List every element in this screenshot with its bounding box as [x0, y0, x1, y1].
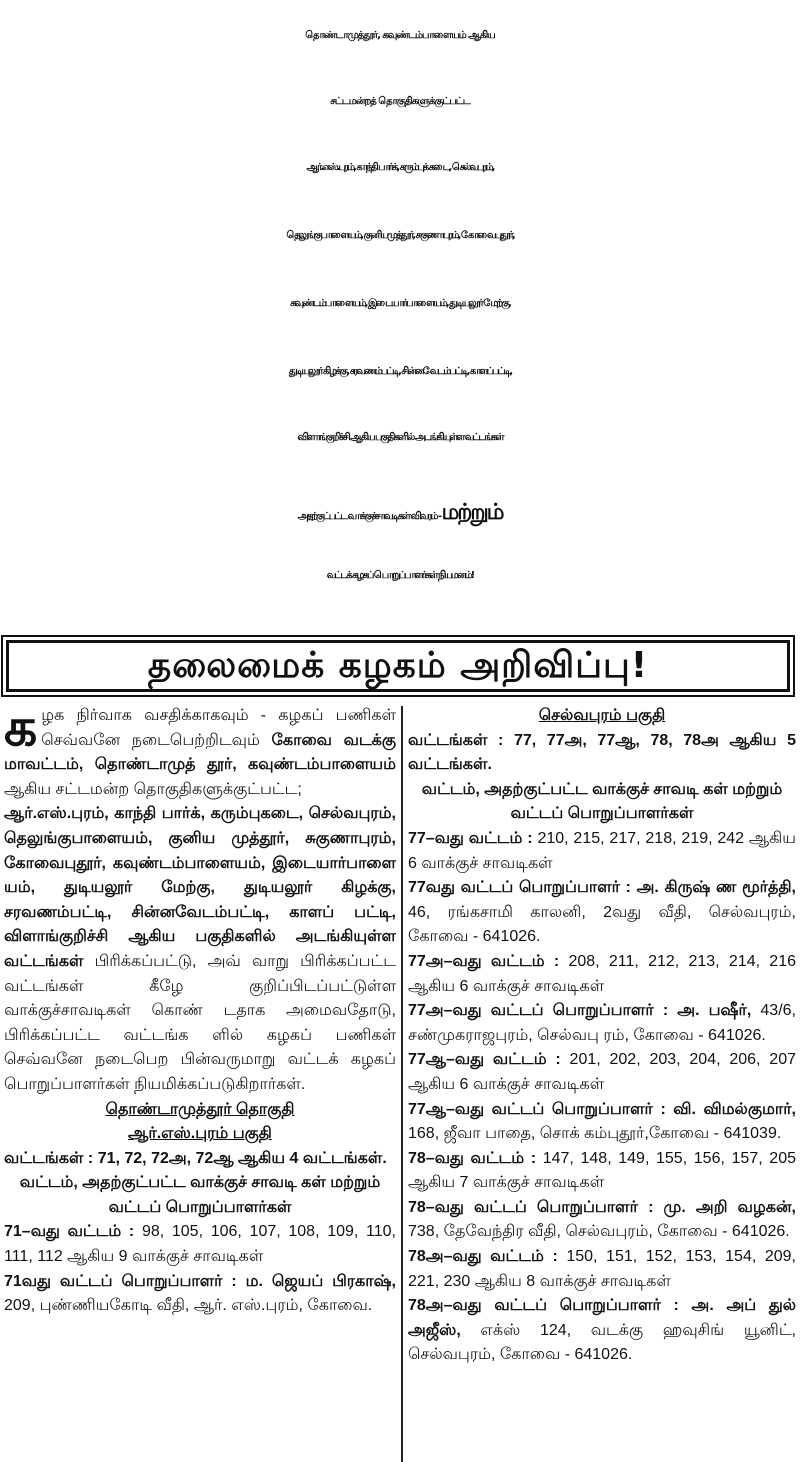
ward-77-label: 77–வது வட்டம் :	[408, 829, 533, 847]
headline-line-4: தெலுங்குபாளையம், குனியமுத்தூர், சுகுணாபுரம், கோவைபுதூர்,	[286, 230, 514, 241]
area-heading-selvapuram: செல்வபுரம் பகுதி	[538, 707, 666, 724]
headline-line-7: விளாங்குறிச்சி ஆகிய பகுதிகளில் அடங்கியுள்ள வட்டங்கள்	[297, 432, 503, 443]
announcement-banner: தலைமைக் கழகம் அறிவிப்பு!	[6, 640, 790, 692]
ward-77a-incharge-address: 43/6, சண்முகராஜபுரம், செல்வபு ரம், கோவை - 641026.	[408, 1002, 796, 1044]
intro-text-3: ஆகிய சட்டமன்ற தொகுதிகளுக்குட்பட்ட;	[4, 780, 302, 798]
ward-77aa-incharge-label: 77ஆ–வது வட்டப் பொறுப்பாளர் : வி. விமல்குமார்,	[408, 1100, 796, 1118]
ward-77	[408, 827, 796, 876]
ward-77a-label: 77அ–வது வட்டம் :	[408, 952, 560, 970]
area-heading-rs-puram: ஆர்.எஸ்.புரம் பகுதி	[128, 1125, 272, 1143]
intro-text-2: கோவை வடக்கு மாவட்டம், தொண்டாமுத் தூர், கவுண்டம்பாளையம்	[4, 731, 396, 774]
ward-71-incharge-address: 209, புண்ணியகோடி வீதி, ஆர். எஸ்.புரம், கோவை.	[4, 1297, 373, 1315]
ward-77aa	[408, 1048, 796, 1097]
ward-78-incharge	[408, 1196, 796, 1245]
ward-71-booths: 98, 105, 106, 107, 108, 109, 110, 111, 112 ஆகிய 9 வாக்குச் சாவடிகள்	[4, 1223, 396, 1266]
ward-78a-incharge	[408, 1294, 796, 1368]
ward-77aa-incharge-address: 168, ஜீவா பாதை, சொக் கம்புதூர்,கோவை - 641039.	[408, 1125, 782, 1143]
ward-71-incharge	[4, 1270, 396, 1319]
ward-77-incharge-address: 46, ரங்கசாமி காலனி, 2வது வீதி, செல்வபுரம், கோவை - 641026.	[408, 903, 796, 946]
ward-71-label: 71–வது வட்டம் :	[4, 1223, 135, 1241]
ward-78a-booths: 150, 151, 152, 153, 154, 209, 221, 230 ஆகிய 8 வாக்குச் சாவடிகள்	[408, 1248, 796, 1290]
ward-78-label: 78–வது வட்டம் :	[408, 1149, 537, 1167]
wards-description-right: வட்டம், அதற்குட்பட்ட வாக்குச் சாவடி கள் மற்றும் வட்டப் பொறுப்பாளர்கள்	[421, 780, 783, 823]
ward-78-incharge-label: 78–வது வட்டப் பொறுப்பாளர் : மு. அறி வழகன்,	[408, 1198, 796, 1216]
ward-77-booths: 210, 215, 217, 218, 219, 242 ஆகிய 6 வாக்குச் சாவடிகள்	[408, 829, 796, 872]
intro-paragraph	[4, 699, 396, 802]
ward-78-booths: 147, 148, 149, 155, 156, 157, 205 ஆகிய 7 வாக்குச் சாவடிகள்	[408, 1149, 796, 1192]
ward-78	[408, 1147, 796, 1196]
ward-77aa-incharge	[408, 1098, 796, 1147]
headline-line-9: வட்டக் கழகப் பொறுப்பாளர்கள் நியமனம்!	[326, 570, 474, 581]
headline-line-2: சட்டமன்றத் தொகுதிகளுக்குட்பட்ட	[330, 96, 470, 107]
ward-78a	[408, 1245, 796, 1294]
headline-line-8-small: மற்றும்	[441, 500, 503, 525]
column-divider	[401, 706, 403, 1462]
ward-71-incharge-label: 71வது வட்டப் பொறுப்பாளர் : ம. ஜெயப் பிரகாஷ்,	[4, 1272, 396, 1290]
headline-line-6: துடியலூர் கிழக்கு, சரவணம்பட்டி, சின்னவேடம்பட்டி, காளப்பட்டி,	[288, 366, 512, 377]
ward-78a-incharge-label: 78அ–வது வட்டப் பொறுப்பாளர் : அ. அப் துல் அஜீஸ்,	[408, 1297, 796, 1339]
right-column	[408, 704, 796, 1368]
ward-77aa-booths: 201, 202, 203, 204, 206, 207 ஆகிய 6 வாக்குச் சாவடிகள்	[408, 1051, 796, 1093]
ward-77-incharge-label: 77வது வட்டப் பொறுப்பாளர் : அ. கிருஷ் ண மூர்த்தி,	[408, 879, 796, 897]
headline-line-5: கவுண்டம்பாளையம், இடையார்பாளையம், துடியலூர் மேற்கு,	[290, 298, 510, 309]
drop-cap: க	[4, 699, 38, 757]
headline-line-3: ஆர்.எஸ்.புரம், காந்தி பார்க், கரும்புக் கடை, செல்வபுரம்,	[306, 162, 494, 173]
headline-line-8	[0, 500, 800, 528]
ward-71	[4, 1220, 396, 1269]
areas-paragraph	[4, 802, 396, 1097]
ward-77a-incharge-label: 77அ–வது வட்டப் பொறுப்பாளர் : அ. பஷீர்,	[408, 1002, 752, 1020]
ward-77a-booths: 208, 211, 212, 213, 214, 216 ஆகிய 6 வாக்குச் சாவடிகள்	[408, 952, 796, 995]
areas-text: பிரிக்கப்பட்டு, அவ் வாறு பிரிக்கப்பட்ட வட்டங்கள் கீழே குறிப்பிடப்பட்டுள்ள வாக்குச்சாவடிகள் கொண் டதாக அமைவதோடு, பிரிக்கப்பட்ட வட்டங்க ளில் கழகப் பணிகள் செவ்வனே நடைபெற பின்வருமாறு வட்டக் கழகப் பொறுப்பாளர்கள் நியமிக்கப்படுகிறார்கள்.	[4, 952, 396, 1093]
ward-77a-incharge	[408, 999, 796, 1048]
constituency-heading: தொண்டாமுத்தூர் தொகுதி	[105, 1100, 295, 1118]
wards-description: வட்டம், அதற்குட்பட்ட வாக்குச் சாவடி கள் மற்றும் வட்டப் பொறுப்பாளர்கள்	[19, 1174, 381, 1216]
ward-78-incharge-address: 738, தேவேந்திர வீதி, செல்வபுரம், கோவை - 641026.	[408, 1223, 790, 1241]
ward-77-incharge	[408, 876, 796, 950]
headline-line-8-main: அதற்குட்பட்ட வாக்குச்சாவடிகள் விவரம் -	[297, 511, 441, 522]
ward-78a-label: 78அ–வது வட்டம் :	[408, 1248, 558, 1266]
wards-summary-right: வட்டங்கள் : 77, 77அ, 77ஆ, 78, 78அ ஆகிய 5 வட்டங்கள்.	[408, 731, 796, 774]
ward-78a-incharge-address: எக்ஸ் 124, வடக்கு ஹவுசிங் யூனிட், செல்வபுரம், கோவை - 641026.	[408, 1321, 796, 1364]
wards-summary: வட்டங்கள் : 71, 72, 72அ, 72ஆ ஆகிய 4 வட்டங்கள்.	[4, 1149, 387, 1167]
ward-77aa-label: 77ஆ–வது வட்டம் :	[408, 1051, 561, 1069]
left-column	[4, 699, 396, 1319]
ward-77a	[408, 950, 796, 999]
intro-text-1: ழக நிர்வாக வசதிக்காகவும் - கழகப் பணிகள் செவ்வனே நடைபெற்றிடவும்	[41, 707, 396, 749]
headline-line-1: தொண்டாமுத்தூர், கவுண்டம்பாளையம் ஆகிய	[305, 30, 495, 41]
areas-list: ஆர்.எஸ்.புரம், காந்தி பார்க், கரும்புகடை, செல்வபுரம், தெலுங்குபாளையம், குனிய முத்தூர், சுகுணாபுரம், கோவைபுதூர், கவுண்டம்பாளையம், இடையார்பாளை யம், துடியலூர் மேற்கு, துடியலூர் கிழக்கு, சரவணம்பட்டி, சின்னவேடம்பட்டி, காளப் பட்டி, விளாங்குறிச்சி ஆகிய பகுதிகளில் அடங்கியுள்ள வட்டங்கள்	[4, 805, 396, 970]
